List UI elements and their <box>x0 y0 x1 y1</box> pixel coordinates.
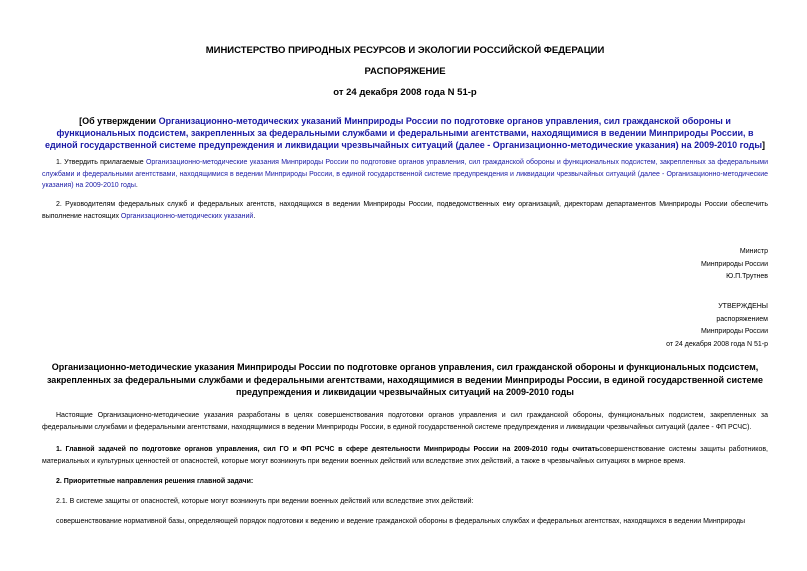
approved-org: Минприроды России <box>701 328 768 335</box>
title-suffix: ] <box>762 140 766 150</box>
signature-block <box>568 246 768 284</box>
p1-suffix: . <box>135 182 138 189</box>
p2-suffix: . <box>253 212 256 220</box>
approved-date: от 24 декабря 2008 года N 51-р <box>666 340 768 348</box>
p1-text: 1. Утвердить прилагаемые <box>56 159 146 166</box>
paragraph-2 <box>42 199 768 222</box>
signer-org: Минприроды России <box>701 260 768 268</box>
approval-stamp <box>568 301 768 351</box>
priority-directions-heading: 2. Приоритетные направления решения главной задачи: <box>56 478 254 485</box>
paragraph-2-1: 2.1. В системе защиты от опасностей, которые могут возникнуть при ведении военных действий или вследствие этих действий: <box>56 498 474 505</box>
main-task-text: совершенствование системы защиты работников, материальных и культурных ценностей от опасностей, которые могут возникнуть при ведении военных действий или вследствие этих действий, а также в чрезвычайных ситуациях в мирное время. <box>42 446 768 465</box>
title-link[interactable]: Организационно-методических указаний Минприроды России по подготовке органов управления, сил гражданской обороны и функциональных подсистем, закрепленных за федеральными службами и федеральными агентствами, находящимися в ведении Минприроды России, в единой государственной системе предупреждения и ликвидации чрезвычайных ситуаций (далее - Организационно-методические указания) на 2009-2010 годы <box>44 116 763 150</box>
document-type: РАСПОРЯЖЕНИЕ <box>364 66 446 77</box>
paragraph-bullet-1: совершенствование нормативной базы, определяющей порядок подготовки к ведению и ведение гражданской обороны в федеральных службах и федеральных агентствах, находящихся в ведении Минприроды <box>56 518 746 525</box>
approved-by: распоряжением <box>716 315 768 323</box>
p2-text: 2. Руководителям федеральных служб и федеральных агентств, находящихся в ведении Минприроды России, подведомственных ему организаций, директорам департаментов Минприроды России обеспечить выполнение настоящих <box>42 201 768 220</box>
main-task-heading: 1. Главной задачей по подготовке органов управления, сил ГО и ФП РСЧС в сфере деятельности Минприроды России на 2009-2010 годы считать <box>56 446 600 453</box>
paragraph-main-task <box>42 444 768 467</box>
ministry-heading: МИНИСТЕРСТВО ПРИРОДНЫХ РЕСУРСОВ И ЭКОЛОГИИ РОССИЙСКОЙ ФЕДЕРАЦИИ <box>205 45 605 56</box>
paragraph-intro: Настоящие Организационно-методические указания разработаны в целях совершенствования подготовки органов управления и сил гражданской обороны, функциональных подсистем, закрепленных за федеральными службами и федеральными агентствами, находящимися в ведении Минприроды России, в единой государственной системе предупреждения и ликвидации чрезвычайных ситуаций (далее - ФП РСЧС). <box>42 412 768 431</box>
approved-label: УТВЕРЖДЕНЫ <box>718 303 768 310</box>
document-title <box>42 115 768 151</box>
p1-link[interactable]: Организационно-методические указания Минприроды России по подготовке органов управления, сил гражданской обороны и функциональных подсистем, закрепленных за федеральными службами и федеральными агентствами, находящимися в ведении Минприроды России, в единой государственной системе предупреждения и ликвидации чрезвычайных ситуаций (далее - Организационно-методические указания) на 2009-2010 годы <box>42 159 769 189</box>
signer-name: Ю.П.Трутнев <box>726 273 768 280</box>
paragraph-1 <box>42 157 768 192</box>
instructions-title: Организационно-методические указания Минприроды России по подготовке органов управления, сил гражданской обороны и функциональных подсистем, закрепленных за федеральными службами и федеральными агентствами, находящимися в ведении Минприроды России, в единой государственной системе предупреждения и ликвидации чрезвычайных ситуаций на 2009-2010 годы <box>46 362 764 397</box>
signer-position: Министр <box>739 248 768 255</box>
title-prefix: [Об утверждении <box>79 116 159 126</box>
p2-link[interactable]: Организационно-методических указаний <box>120 212 254 220</box>
document-date: от 24 декабря 2008 года N 51-р <box>333 87 477 98</box>
